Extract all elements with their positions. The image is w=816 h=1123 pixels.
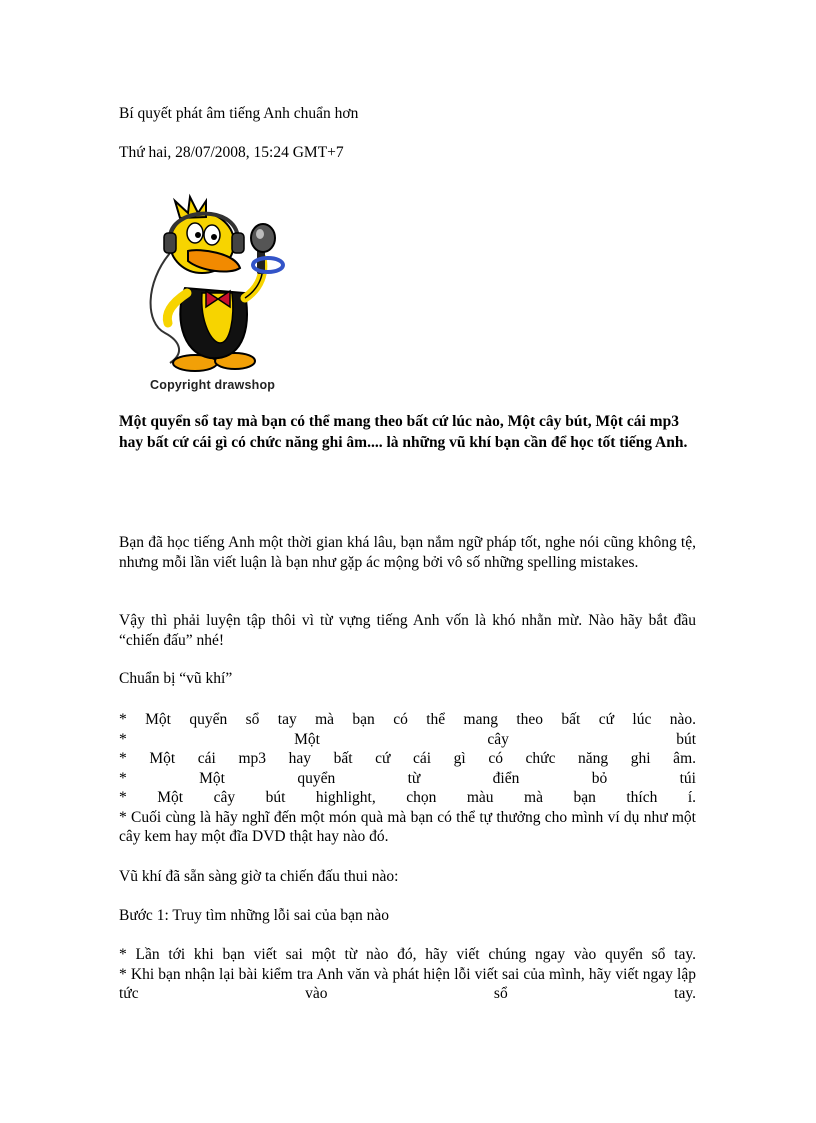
article-date: Thứ hai, 28/07/2008, 15:24 GMT+7 <box>119 144 344 161</box>
list-item: * Một quyển từ điển bỏ túi <box>119 769 696 787</box>
image-caption: Copyright drawshop <box>150 378 276 392</box>
list-item: * Một quyển sổ tay mà bạn có thể mang theo bất cứ lúc nào. <box>119 711 696 728</box>
list-item: * Một cây bút <box>119 730 696 748</box>
lead-paragraph: Một quyển sổ tay mà bạn có thể mang theo bất cứ lúc nào, Một cây bút, Một cái mp3 hay bất cứ cái gì có chức năng ghi âm.... là những vũ khí bạn cần để học tốt tiếng Anh. <box>119 413 688 451</box>
article-title: Bí quyết phát âm tiếng Anh chuẩn hơn <box>119 105 359 122</box>
list-item: * Cuối cùng là hãy nghĩ đến một món quà mà bạn có thể tự thưởng cho mình ví dụ như một cây kem hay một đĩa DVD thật hay nào đó. <box>119 808 696 845</box>
list-item: * Một cái mp3 hay bất cứ cái gì có chức năng ghi âm. <box>119 750 696 767</box>
list-item: * Khi bạn nhận lại bài kiểm tra Anh văn và phát hiện lỗi viết sai của mình, hãy viết ngay lập tức vào sổ tay. <box>119 965 696 1002</box>
section-heading-weapons: Chuẩn bị “vũ khí” <box>119 670 233 687</box>
duck-illustration <box>140 193 285 393</box>
step-1-heading: Bước 1: Truy tìm những lỗi sai của bạn nào <box>119 907 389 924</box>
paragraph-2: Vậy thì phải luyện tập thôi vì từ vựng tiếng Anh vốn là khó nhằn mừ. Nào hãy bắt đầu “chiến đấu” nhé! <box>119 612 696 649</box>
weapons-list <box>119 710 696 847</box>
list-item: * Lần tới khi bạn viết sai một từ nào đó, hãy viết chúng ngay vào quyển sổ tay. <box>119 946 696 963</box>
paragraph-3: Vũ khí đã sẵn sàng giờ ta chiến đấu thui nào: <box>119 868 399 885</box>
paragraph-1: Bạn đã học tiếng Anh một thời gian khá lâu, bạn nắm ngữ pháp tốt, nghe nói cũng không tệ, nhưng mỗi lần viết luận là bạn như gặp ác mộng bởi vô số những spelling mistakes. <box>119 534 696 571</box>
list-item: * Một cây bút highlight, chọn màu mà bạn thích í. <box>119 789 696 806</box>
step-1-list <box>119 945 696 1004</box>
